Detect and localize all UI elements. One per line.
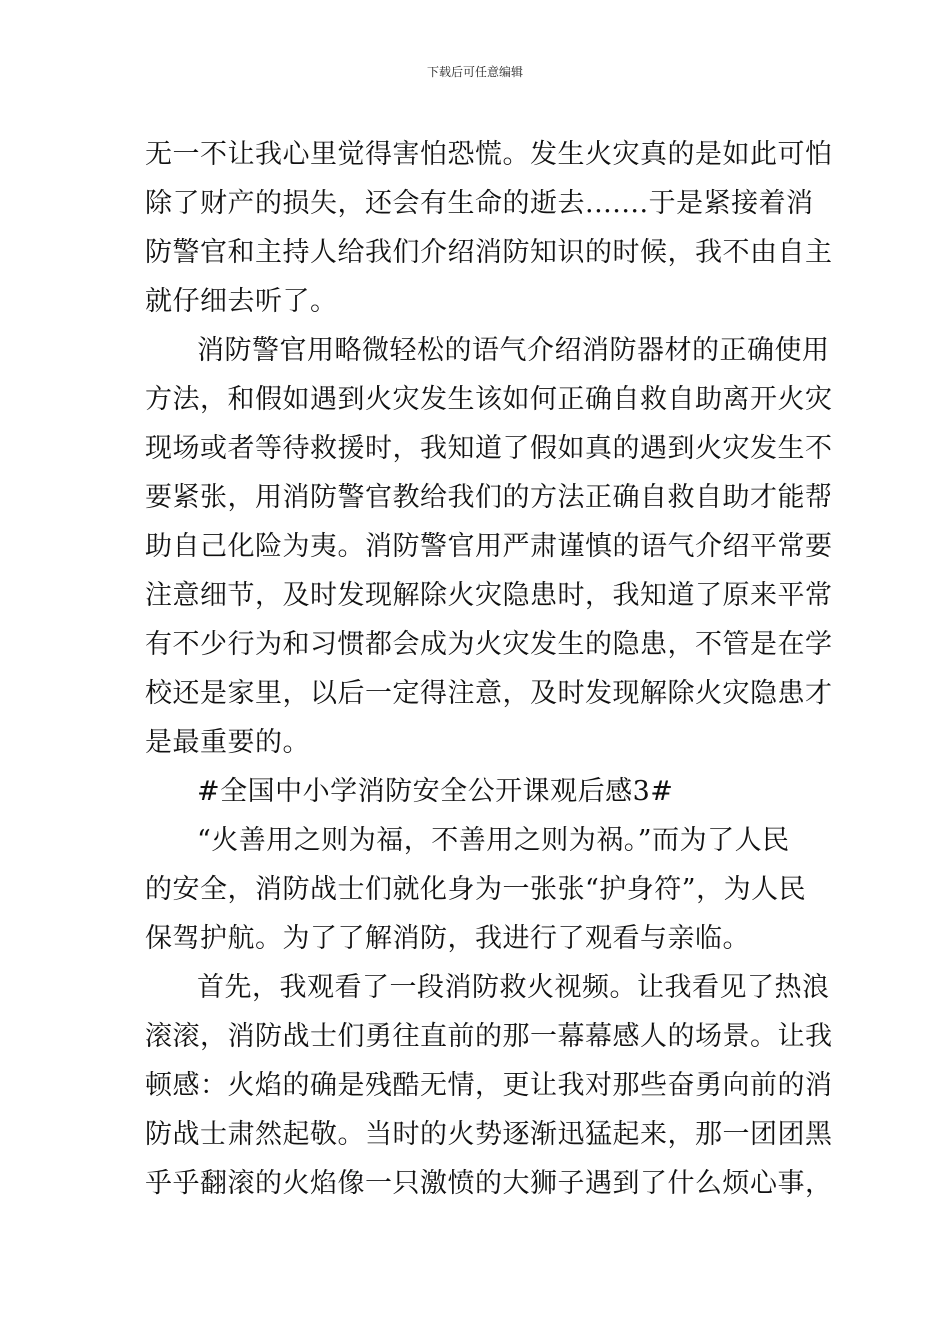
text-line: 顿感：火焰的确是残酷无情，更让我对那些奋勇向前的消 xyxy=(145,1070,833,1101)
document-body xyxy=(145,130,833,1208)
text-line: 助自己化险为夷。消防警官用严肃谨慎的语气介绍平常要 xyxy=(145,531,833,562)
text-line: 是最重要的。 xyxy=(145,727,310,758)
page-header: 下载后可任意编辑 xyxy=(426,65,523,79)
text-line: 就仔细去听了。 xyxy=(145,286,338,317)
text-line: 除了财产的损失，还会有生命的逝去.......于是紧接着消 xyxy=(145,188,814,219)
text-line: 防战士肃然起敬。当时的火势逐渐迅猛起来，那一团团黑 xyxy=(145,1119,833,1150)
text-line: 注意细节，及时发现解除火灾隐患时，我知道了原来平常 xyxy=(145,580,833,611)
text-line: 保驾护航。为了了解消防，我进行了观看与亲临。 xyxy=(145,923,750,954)
text-line: 滚滚，消防战士们勇往直前的那一幕幕感人的场景。让我 xyxy=(145,1021,833,1052)
text-line: 校还是家里，以后一定得注意，及时发现解除火灾隐患才 xyxy=(145,678,833,709)
paragraph-first-line: 首先，我观看了一段消防救火视频。让我看见了热浪 xyxy=(197,972,830,1003)
paragraph-first-line: 消防警官用略微轻松的语气介绍消防器材的正确使用 xyxy=(197,335,830,366)
text-line: 有不少行为和习惯都会成为火灾发生的隐患，不管是在学 xyxy=(145,629,833,660)
text-line: 防警官和主持人给我们介绍消防知识的时候，我不由自主 xyxy=(145,237,833,268)
text-line: 无一不让我心里觉得害怕恐慌。发生火灾真的是如此可怕 xyxy=(145,139,833,170)
text-line: 的安全，消防战士们就化身为一张张“护身符”，为人民 xyxy=(145,874,807,905)
section-heading: #全国中小学消防安全公开课观后感3# xyxy=(197,776,674,807)
text-line: 现场或者等待救援时，我知道了假如真的遇到火灾发生不 xyxy=(145,433,833,464)
text-line: 要紧张，用消防警官教给我们的方法正确自救自助才能帮 xyxy=(145,482,833,513)
text-line: 方法，和假如遇到火灾发生该如何正确自救自助离开火灾 xyxy=(145,384,833,415)
text-line: 乎乎翻滚的火焰像一只激愤的大狮子遇到了什么烦心事， xyxy=(145,1168,833,1199)
paragraph-first-line: “火善用之则为福，不善用之则为祸。”而为了人民 xyxy=(197,825,790,856)
